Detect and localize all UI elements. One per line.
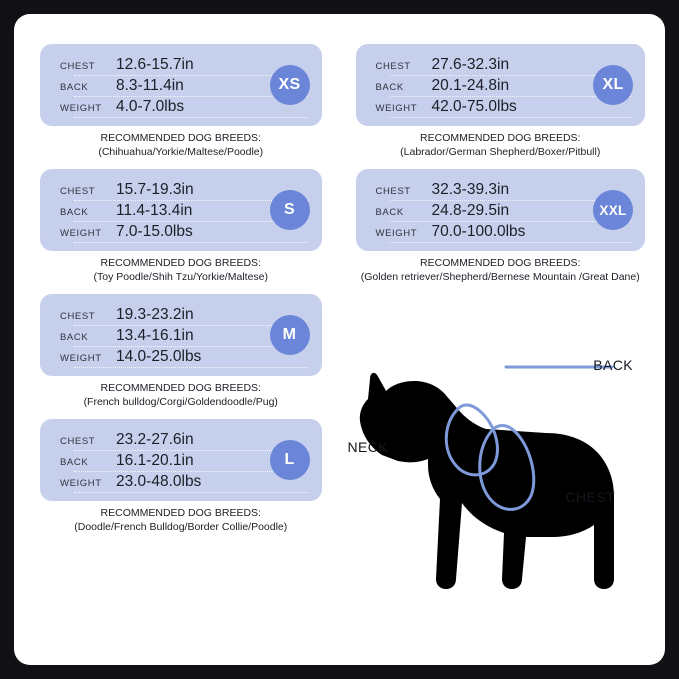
breeds-block: [40, 126, 322, 159]
breeds-title: RECOMMENDED DOG BREEDS:: [100, 257, 261, 269]
measurement-value: 32.3-39.3in: [431, 181, 510, 198]
measurement-panel: [40, 419, 322, 501]
measurement-label: BACK: [60, 82, 89, 93]
size-column-left: [14, 14, 340, 665]
size-block-xxl: [356, 169, 646, 284]
measurement-label: BACK: [60, 332, 89, 343]
breeds-block: [356, 251, 646, 284]
measurement-value: 70.0-100.0lbs: [431, 223, 526, 240]
size-column-right: [340, 14, 666, 665]
breeds-block: [40, 251, 322, 284]
breeds-title: RECOMMENDED DOG BREEDS:: [100, 132, 261, 144]
measurement-row-chest: [376, 56, 632, 77]
measurement-value: 14.0-25.0lbs: [116, 348, 202, 365]
dog-measurement-diagram: [340, 329, 660, 619]
breeds-list: (Toy Poodle/Shih Tzu/Yorkie/Maltese): [93, 271, 268, 283]
measurement-row-chest: [60, 306, 308, 327]
breeds-block: [40, 501, 322, 534]
measurement-label: WEIGHT: [60, 353, 102, 364]
measurement-label: WEIGHT: [60, 228, 102, 239]
measurement-panel: [40, 169, 322, 251]
measurement-row-chest: [60, 56, 308, 77]
label-back: BACK: [593, 357, 633, 373]
size-chart-card: [14, 14, 665, 665]
label-neck: NECK: [347, 439, 388, 455]
measurement-label: WEIGHT: [375, 103, 418, 114]
measurement-value: 24.8-29.5in: [431, 202, 510, 219]
measurement-row-chest: [60, 431, 308, 452]
measurement-value: 11.4-13.4in: [116, 202, 193, 219]
measurement-value: 23.0-48.0lbs: [116, 473, 202, 490]
measurement-value: 27.6-32.3in: [431, 56, 510, 73]
size-block-s: [40, 169, 322, 284]
measurement-row-weight: [376, 223, 632, 244]
measurement-row-chest: [60, 181, 308, 202]
measurement-panel: [356, 169, 646, 251]
size-badge-xs: XS: [270, 65, 310, 105]
size-block-xl: [356, 44, 646, 159]
breeds-list: (Doodle/French Bulldog/Border Collie/Poodle): [74, 521, 288, 533]
measurement-value: 13.4-16.1in: [116, 327, 194, 344]
breeds-list: (Chihuahua/Yorkie/Maltese/Poodle): [98, 146, 264, 158]
measurement-value: 23.2-27.6in: [116, 431, 194, 448]
measurement-panel: [40, 294, 322, 376]
measurement-value: 7.0-15.0lbs: [116, 223, 193, 240]
size-block-xs: [40, 44, 322, 159]
measurement-label: BACK: [60, 457, 89, 468]
breeds-list: (French bulldog/Corgi/Goldendoodle/Pug): [83, 396, 278, 408]
breeds-title: RECOMMENDED DOG BREEDS:: [420, 132, 581, 144]
measurement-label: CHEST: [60, 311, 96, 322]
measurement-row-weight: [376, 98, 632, 119]
measurement-label: BACK: [375, 82, 404, 93]
measurement-label: CHEST: [375, 61, 411, 72]
breeds-list: (Golden retriever/Shepherd/Bernese Mountain /Great Dane): [360, 271, 640, 283]
measurement-value: 16.1-20.1in: [116, 452, 194, 469]
size-badge-m: M: [270, 315, 310, 355]
size-block-m: [40, 294, 322, 409]
measurement-row-weight: [60, 348, 308, 369]
breeds-block: [356, 126, 646, 159]
measurement-label: CHEST: [60, 61, 96, 72]
breeds-list: (Labrador/German Shepherd/Boxer/Pitbull): [400, 146, 601, 158]
measurement-row-weight: [60, 223, 308, 244]
dog-silhouette: [359, 373, 613, 589]
measurement-label: BACK: [60, 207, 89, 218]
size-badge-xl: XL: [593, 65, 633, 105]
measurement-label: CHEST: [375, 186, 411, 197]
measurement-row-chest: [376, 181, 632, 202]
measurement-value: 42.0-75.0lbs: [431, 98, 517, 115]
measurement-panel: [40, 44, 322, 126]
measurement-label: WEIGHT: [375, 228, 418, 239]
measurement-value: 19.3-23.2in: [116, 306, 194, 323]
measurement-value: 20.1-24.8in: [431, 77, 510, 94]
size-badge-s: S: [270, 190, 310, 230]
measurement-value: 15.7-19.3in: [116, 181, 194, 198]
size-block-l: [40, 419, 322, 534]
size-badge-xxl: XXL: [593, 190, 633, 230]
measurement-label: WEIGHT: [60, 478, 102, 489]
measurement-label: WEIGHT: [60, 103, 102, 114]
breeds-block: [40, 376, 322, 409]
breeds-title: RECOMMENDED DOG BREEDS:: [100, 382, 261, 394]
measurement-row-weight: [60, 98, 308, 119]
size-badge-l: L: [270, 440, 310, 480]
measurement-label: CHEST: [60, 186, 96, 197]
measurement-row-weight: [60, 473, 308, 494]
measurement-panel: [356, 44, 646, 126]
size-chart-columns: [14, 14, 665, 665]
measurement-value: 12.6-15.7in: [116, 56, 194, 73]
measurement-value: 8.3-11.4in: [116, 77, 184, 94]
breeds-title: RECOMMENDED DOG BREEDS:: [420, 257, 581, 269]
measurement-value: 4.0-7.0lbs: [116, 98, 185, 115]
label-chest: CHEST: [565, 489, 615, 505]
breeds-title: RECOMMENDED DOG BREEDS:: [100, 507, 261, 519]
measurement-label: BACK: [375, 207, 404, 218]
measurement-label: CHEST: [60, 436, 96, 447]
